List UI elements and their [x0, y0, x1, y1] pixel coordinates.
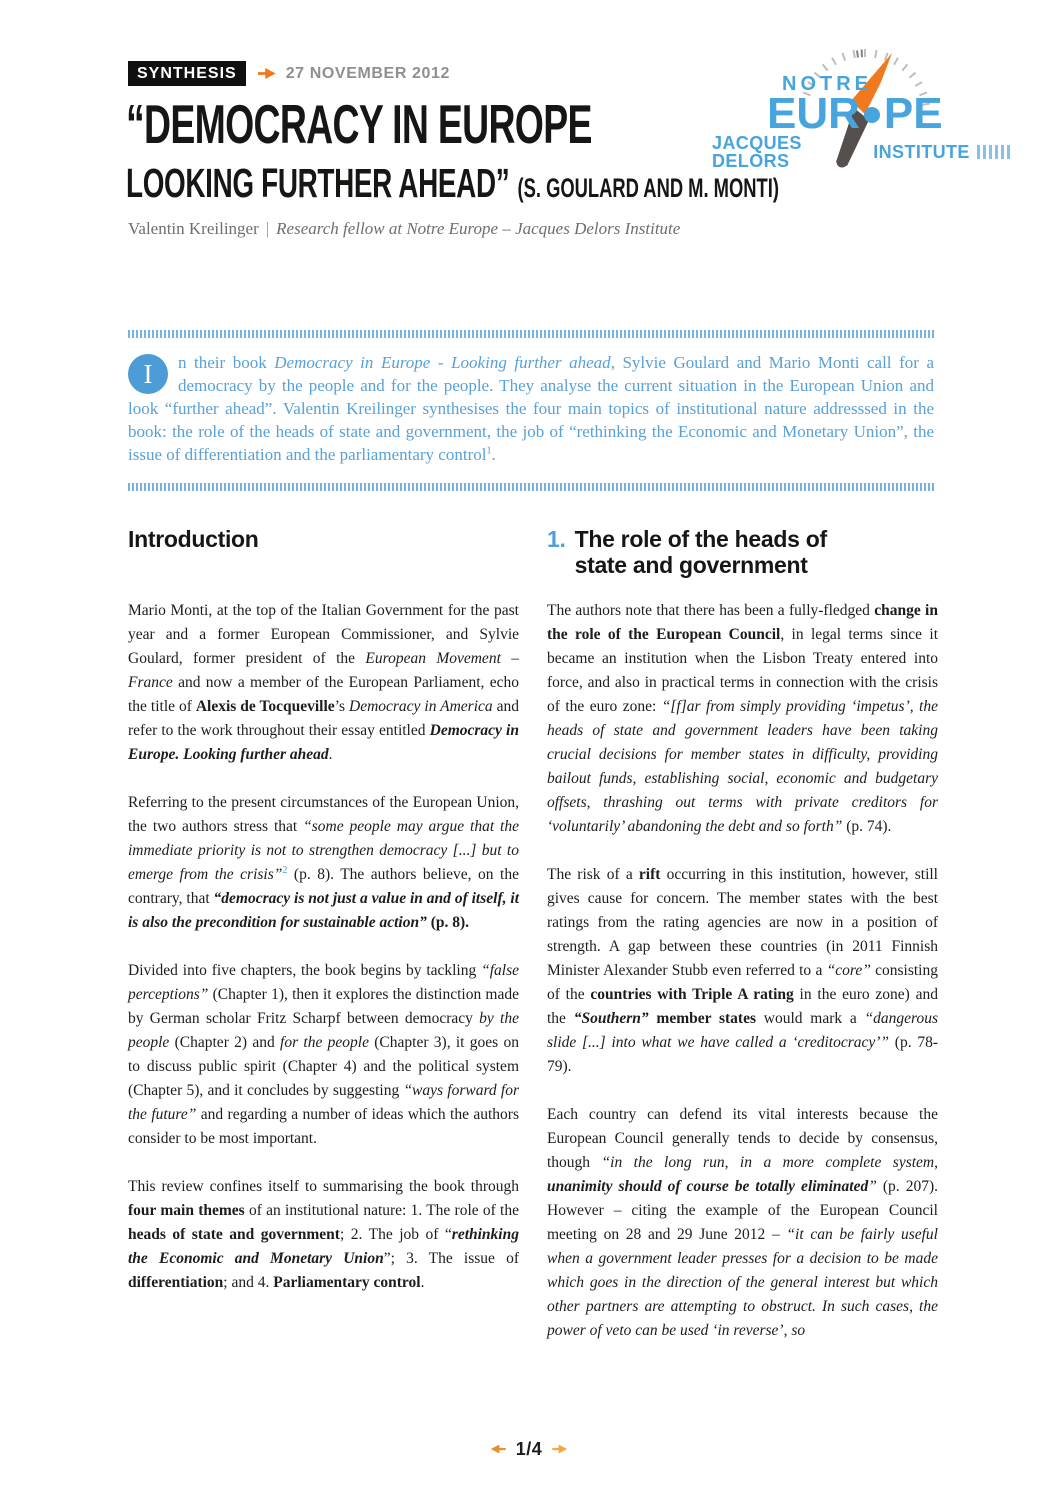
synthesis-badge: SYNTHESIS: [128, 61, 246, 86]
dropcap: I: [128, 354, 168, 394]
text-segment: in the euro zone) and the: [547, 986, 938, 1027]
abstract-text: [128, 353, 934, 464]
text-segment: , in legal terms since it became an institution when the Lisbon Treaty entered into force, and also in practical terms in connection with the crisis of the euro zone:: [547, 626, 938, 715]
text-segment: n their book: [178, 353, 275, 372]
text-segment: and regarding a number of ideas which the authors consider to be most important.: [128, 1106, 519, 1147]
title-line-2: [126, 160, 779, 206]
text-segment: member states: [656, 1010, 756, 1027]
text-segment: Divided into five chapters, the book begins by tackling: [128, 962, 482, 979]
text-segment: , Sylvie Goulard and Mario Monti call for a democracy by the people and for the people. They analyse the current situation in the European Union and look “further ahead”. Valentin Kreilinger synthesises the four main topics of institutional nature addresssed in the book: the role of the heads of state and government, the job of “rethinking the Economic and Monetary Union”, the issue of differentiation and the parliamentary control: [128, 353, 934, 464]
footnote-ref[interactable]: 2: [282, 864, 288, 876]
text-segment: ”; 3. The issue of: [383, 1250, 520, 1267]
text-segment: .: [491, 445, 496, 464]
paragraph: [547, 863, 938, 1079]
pager-arrow-left-icon: [491, 1445, 506, 1454]
text-segment: “false perceptions”: [128, 962, 519, 1003]
text-segment: Alexis de Tocqueville: [195, 698, 335, 715]
text-segment: ’s: [334, 698, 349, 715]
text-segment: “Southern”: [573, 1010, 649, 1027]
text-segment: The risk of a: [547, 866, 639, 883]
section-heading-introduction: Introduction: [128, 526, 259, 552]
text-segment: The authors note that there has been a fully-fledged: [547, 602, 875, 619]
text-segment: .: [420, 1274, 425, 1291]
text-segment: ; and 4.: [223, 1274, 274, 1291]
byline: [128, 219, 680, 239]
text-segment: and now a member of the European Parliament, echo the title of: [128, 674, 519, 715]
abstract: [128, 351, 934, 466]
text-segment: This review confines itself to summarising the book through: [128, 1178, 519, 1195]
logo-jacques-delors: JACQUES DELORS: [712, 133, 802, 171]
title-line-1: “DEMOCRACY IN EUROPE: [126, 93, 592, 155]
logo-europe-left: EUR: [767, 89, 860, 138]
text-segment: for the people: [280, 1034, 369, 1051]
logo-europe-right: PE: [883, 89, 943, 138]
text-segment: “in the long run, in a more complete system,: [601, 1154, 938, 1171]
text-segment: change in the role of the European Council: [547, 602, 938, 643]
text-segment: “it can be fairly useful when a government leader presses for a decision to be made which goes in the direction of the general interest but which other partners are attempting to obstruct. In such cases, the power of veto can be used ‘in reverse’, so: [547, 1226, 938, 1339]
text-segment: rethinking the Economic and Monetary Union: [128, 1226, 519, 1267]
section-divider-bottom: [128, 483, 934, 491]
text-segment: countries with Triple A rating: [590, 986, 794, 1003]
text-segment: Parliamentary control: [273, 1274, 421, 1291]
page-indicator: 1/4: [515, 1439, 543, 1459]
logo-word-europe: [767, 89, 943, 138]
text-segment: would mark a: [756, 1010, 865, 1027]
text-segment: occurring in this institution, however, still gives cause for concern. The member states with the best ratings from the rating agencies are now in a position of strength. A gap between these countries (in 2011 Finnish Minister Alexander Stubb even referred to a: [547, 866, 938, 979]
text-segment: four main themes: [128, 1202, 245, 1219]
paragraph: [547, 1103, 938, 1343]
arrow-right-icon: [258, 68, 276, 79]
text-segment: Democracy in Europe - Looking further ahead: [274, 353, 611, 372]
text-segment: differentiation: [128, 1274, 224, 1291]
text-segment: unanimity should of course be totally eliminated: [547, 1178, 869, 1195]
text-segment: ; 2. The job of “: [339, 1226, 452, 1243]
text-segment: Mario Monti, at the top of the Italian Government for the past year and a former European Commissioner, and Sylvie Goulard, former president of the: [128, 602, 519, 667]
paragraph: [128, 791, 519, 935]
paragraph: [128, 599, 519, 767]
text-segment: (p. 8). The authors believe, on the contrary, that: [128, 866, 519, 907]
text-segment: “[f]ar from simply providing ‘impetus’, the heads of state and government leaders have been taking crucial decisions for member states in difficulty, providing bailout funds, establishing social, economic and budgetary offsets, thrashing out terms with private creditors for ‘voluntarily’ abandoning the debt and so forth”: [547, 698, 938, 835]
logo-word-notre: NOTRE: [782, 73, 872, 95]
text-segment: Each country can defend its vital interests because the European Council generally tends to decide by consensus, though: [547, 1106, 938, 1171]
text-segment: Democracy in America: [349, 698, 493, 715]
text-segment: (Chapter 2) and: [169, 1034, 281, 1051]
title-authors: (S. GOULARD AND M. MONTI): [517, 173, 779, 203]
text-segment: .: [328, 746, 333, 763]
issue-date: 27 NOVEMBER 2012: [285, 64, 451, 82]
title-line-2-text: LOOKING FURTHER AHEAD”: [126, 160, 510, 206]
text-segment: heads of state and government: [128, 1226, 340, 1243]
logo-institute: INSTITUTE: [873, 142, 970, 162]
text-segment: European Movement – France: [128, 650, 519, 691]
text-segment: (p. 74).: [842, 818, 892, 835]
text-segment: Referring to the present circumstances of the European Union, the two authors stress that: [128, 794, 519, 835]
paragraph: [128, 1175, 519, 1295]
text-segment: (Chapter 3), it goes on to discuss public spirit (Chapter 4) and the political system (Chapter 5), and it concludes by suggesting: [128, 1034, 519, 1099]
introduction-section: [128, 526, 519, 1367]
columns: [128, 526, 938, 1367]
section-divider-top: [128, 330, 934, 338]
text-segment: (Chapter 1), then it explores the distinction made by German scholar Fritz Scharpf between democracy: [128, 986, 519, 1027]
text-segment: “democracy is not just a value in and of itself, it is also the precondition for sustainable action”: [128, 890, 520, 931]
footer-pager: [0, 1440, 1058, 1458]
section-heading-1: [547, 526, 938, 578]
text-segment: “core”: [826, 962, 871, 979]
paragraph: [128, 959, 519, 1151]
text-segment: of an institutional nature: 1. The role of the: [244, 1202, 519, 1219]
text-segment: rift: [638, 866, 661, 883]
section-number: 1.: [547, 526, 566, 552]
section-heading-text: The role of the heads of state and government: [574, 526, 827, 578]
logo-dot-icon: [864, 107, 880, 123]
text-segment: (p. 78-79).: [547, 1034, 939, 1075]
text-segment: and refer to the work throughout their essay entitled: [128, 698, 519, 739]
byline-separator: |: [265, 219, 270, 238]
text-segment: by the people: [128, 1010, 519, 1051]
text-segment: Democracy in Europe. Looking further ahead: [128, 722, 519, 763]
paragraph: [547, 599, 938, 839]
text-segment: (p. 207). However – citing the example of the European Council meeting on 28 and 29 June 2012 –: [547, 1178, 938, 1243]
notre-europe-logo: [712, 46, 1012, 174]
author-role: Research fellow at Notre Europe – Jacques Delors Institute: [276, 219, 681, 238]
text-segment: “some people may argue that the immediate priority is not to strengthen democracy [...] but to emerge from the crisis”: [128, 818, 519, 883]
text-segment: “dangerous slide [...] into what we have called a ‘creditocracy’”: [547, 1010, 939, 1051]
pager-arrow-right-icon: [552, 1445, 567, 1454]
author-name: Valentin Kreilinger: [128, 219, 259, 238]
header-badge-row: [128, 61, 450, 86]
section-1: [547, 526, 938, 1367]
text-segment: “ways forward for the future”: [128, 1082, 519, 1123]
text-segment: ”: [868, 1178, 877, 1195]
text-segment: (p. 8).: [430, 914, 470, 931]
text-segment: consisting of the: [547, 962, 938, 1003]
footnote-ref[interactable]: 1: [486, 445, 492, 457]
